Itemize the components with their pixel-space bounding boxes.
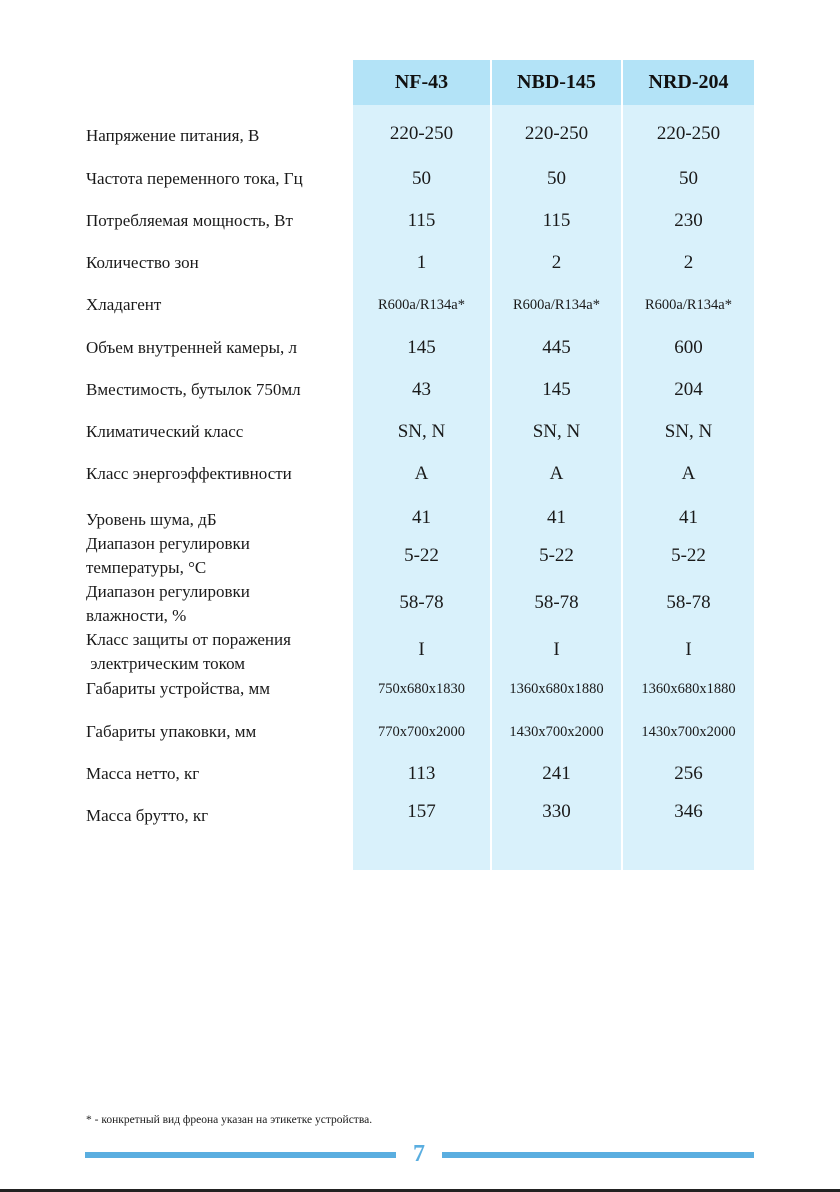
spec-value: 1 xyxy=(416,252,427,273)
spec-label: Потребляемая мощность, Вт xyxy=(86,211,293,230)
spec-value: 5-22 xyxy=(671,545,706,566)
spec-value: 220-250 xyxy=(524,123,589,144)
spec-label: Частота переменного тока, Гц xyxy=(86,169,303,188)
spec-value: A xyxy=(414,463,429,484)
spec-value: 5-22 xyxy=(539,545,574,566)
spec-value: R600a/R134a* xyxy=(378,297,465,313)
spec-value: R600a/R134a* xyxy=(513,297,600,313)
spec-value: 50 xyxy=(679,168,698,189)
spec-value: 50 xyxy=(412,168,431,189)
spec-value: 58-78 xyxy=(534,592,579,613)
spec-value: 115 xyxy=(542,210,571,231)
spec-label: Хладагент xyxy=(86,295,162,314)
spec-label: Напряжение питания, В xyxy=(86,126,260,145)
spec-label-line-2: влажности, % xyxy=(86,606,187,625)
spec-value: 2 xyxy=(683,252,694,273)
spec-value: 330 xyxy=(542,801,571,822)
spec-label: Габариты упаковки, мм xyxy=(86,722,257,741)
spec-value: 770x700x2000 xyxy=(378,724,465,740)
spec-label: Объем внутренней камеры, л xyxy=(86,338,297,357)
spec-value: A xyxy=(681,463,696,484)
spec-value: 157 xyxy=(407,801,436,822)
spec-label: Уровень шума, дБ xyxy=(86,510,217,529)
model-header-2: NBD-145 xyxy=(492,60,621,105)
spec-value: 230 xyxy=(674,210,703,231)
spec-value: I xyxy=(685,639,692,660)
spec-label: Климатический класс xyxy=(86,422,244,441)
spec-label: Количество зон xyxy=(86,253,199,272)
spec-label-line-2: электрическим током xyxy=(86,654,246,673)
spec-value: 220-250 xyxy=(656,123,721,144)
spec-value: 1430x700x2000 xyxy=(509,724,604,740)
spec-value: 58-78 xyxy=(399,592,444,613)
page-number: 7 xyxy=(413,1141,425,1167)
spec-value: SN, N xyxy=(397,421,446,442)
spec-value: R600a/R134a* xyxy=(645,297,732,313)
spec-value: 1430x700x2000 xyxy=(641,724,736,740)
spec-value: 220-250 xyxy=(389,123,454,144)
spec-value: 204 xyxy=(674,379,703,400)
model-header-3: NRD-204 xyxy=(623,60,754,105)
spec-value: A xyxy=(549,463,564,484)
spec-value: 145 xyxy=(407,337,436,358)
spec-value: 346 xyxy=(674,801,703,822)
spec-value: 58-78 xyxy=(666,592,711,613)
spec-value: 113 xyxy=(407,763,436,784)
spec-value: 256 xyxy=(674,763,703,784)
spec-label: Масса брутто, кг xyxy=(86,806,209,825)
spec-value: 241 xyxy=(542,763,571,784)
spec-value: 43 xyxy=(412,379,431,400)
spec-value: 600 xyxy=(674,337,703,358)
spec-value: 41 xyxy=(679,507,698,528)
spec-value: 41 xyxy=(412,507,431,528)
footer-rule-left xyxy=(85,1152,396,1158)
footer-rule-right xyxy=(442,1152,754,1158)
spec-value: I xyxy=(418,639,425,660)
model-header-1: NF-43 xyxy=(353,60,490,105)
spec-value: 445 xyxy=(542,337,571,358)
spec-value: 1360x680x1880 xyxy=(641,681,736,697)
spec-value: 750x680x1830 xyxy=(378,681,465,697)
spec-value: I xyxy=(553,639,560,660)
spec-label-line-1: Класс защиты от поражения xyxy=(86,630,291,649)
spec-label: Габариты устройства, мм xyxy=(86,679,270,698)
spec-value: 5-22 xyxy=(404,545,439,566)
spec-label: Класс энергоэффективности xyxy=(86,464,292,483)
spec-label: Масса нетто, кг xyxy=(86,764,200,783)
spec-label-line-2: температуры, °С xyxy=(86,558,207,577)
spec-value: 41 xyxy=(547,507,566,528)
spec-label-line-1: Диапазон регулировки xyxy=(86,582,250,601)
spec-value: SN, N xyxy=(664,421,713,442)
spec-value: 145 xyxy=(542,379,571,400)
spec-label-line-1: Диапазон регулировки xyxy=(86,534,250,553)
spec-value: 1360x680x1880 xyxy=(509,681,604,697)
spec-label: Вместимость, бутылок 750мл xyxy=(86,380,301,399)
spec-value: SN, N xyxy=(532,421,581,442)
footnote: * - конкретный вид фреона указан на этикетке устройства. xyxy=(86,1114,373,1126)
spec-value: 50 xyxy=(547,168,566,189)
spec-value: 115 xyxy=(407,210,436,231)
spec-value: 2 xyxy=(551,252,562,273)
